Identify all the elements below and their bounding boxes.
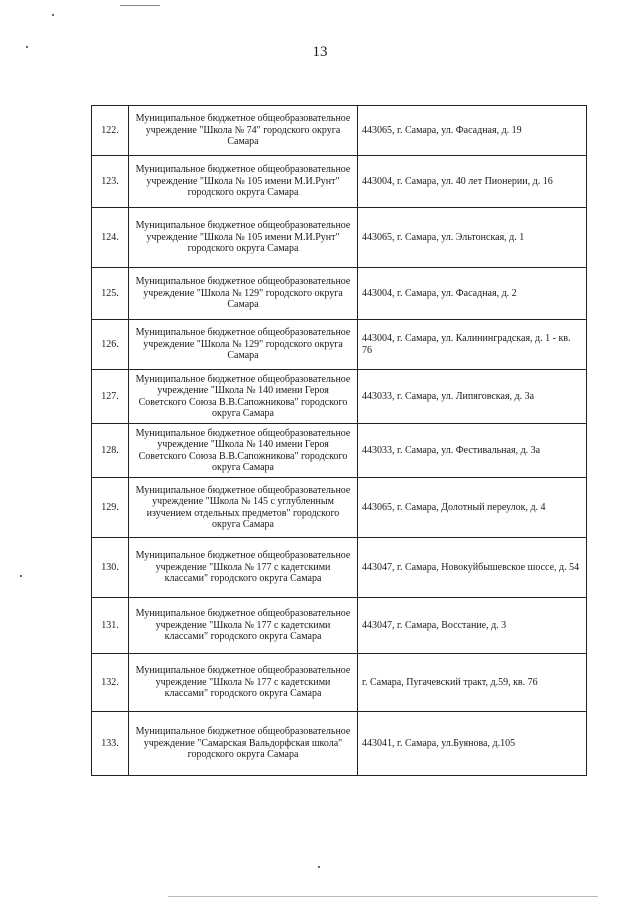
row-number: 125. bbox=[92, 268, 129, 320]
row-number: 130. bbox=[92, 538, 129, 598]
institution-name: Муниципальное бюджетное общеобразовательное учреждение "Школа № 129" городского округа Самара bbox=[129, 268, 358, 320]
registry-table bbox=[91, 105, 587, 776]
row-number: 133. bbox=[92, 712, 129, 776]
table-row bbox=[92, 538, 587, 598]
scan-dot bbox=[318, 866, 320, 868]
row-number: 123. bbox=[92, 156, 129, 208]
institution-name: Муниципальное бюджетное общеобразовательное учреждение "Школа № 129" городского округа Самара bbox=[129, 320, 358, 370]
table-row bbox=[92, 478, 587, 538]
institution-name: Муниципальное бюджетное общеобразовательное учреждение "Школа № 177 с кадетскими классами" городского округа Самара bbox=[129, 654, 358, 712]
institution-address: 443065, г. Самара, ул. Фасадная, д. 19 bbox=[358, 106, 587, 156]
institution-name: Муниципальное бюджетное общеобразовательное учреждение "Школа № 105 имени М.И.Рунт" городского округа Самара bbox=[129, 208, 358, 268]
institution-address: 443041, г. Самара, ул.Буянова, д.105 bbox=[358, 712, 587, 776]
institution-name: Муниципальное бюджетное общеобразовательное учреждение "Школа № 177 с кадетскими классами" городского округа Самара bbox=[129, 538, 358, 598]
table-row bbox=[92, 320, 587, 370]
institution-address: 443004, г. Самара, ул. 40 лет Пионерии, д. 16 bbox=[358, 156, 587, 208]
institution-name: Муниципальное бюджетное общеобразовательное учреждение "Школа № 74" городского округа Самара bbox=[129, 106, 358, 156]
institution-name: Муниципальное бюджетное общеобразовательное учреждение "Школа № 145 с углубленным изучением отдельных предметов" городского округа Самара bbox=[129, 478, 358, 538]
institution-name: Муниципальное бюджетное общеобразовательное учреждение "Самарская Вальдорфская школа" городского округа Самара bbox=[129, 712, 358, 776]
table-row bbox=[92, 712, 587, 776]
row-number: 122. bbox=[92, 106, 129, 156]
row-number: 131. bbox=[92, 598, 129, 654]
institution-address: 443047, г. Самара, Новокуйбышевское шоссе, д. 54 bbox=[358, 538, 587, 598]
table-row bbox=[92, 268, 587, 320]
institution-name: Муниципальное бюджетное общеобразовательное учреждение "Школа № 140 имени Героя Советского Союза В.В.Сапожникова" городского округа Самара bbox=[129, 370, 358, 424]
institution-address: 443004, г. Самара, ул. Калининградская, д. 1 - кв. 76 bbox=[358, 320, 587, 370]
row-number: 129. bbox=[92, 478, 129, 538]
row-number: 127. bbox=[92, 370, 129, 424]
scan-dot bbox=[20, 575, 22, 577]
table-row bbox=[92, 654, 587, 712]
institution-address: 443065, г. Самара, ул. Эльтонская, д. 1 bbox=[358, 208, 587, 268]
institution-address: 443004, г. Самара, ул. Фасадная, д. 2 bbox=[358, 268, 587, 320]
institution-address: 443065, г. Самара, Долотный переулок, д. 4 bbox=[358, 478, 587, 538]
registry-table-body bbox=[92, 106, 587, 776]
row-number: 128. bbox=[92, 424, 129, 478]
table-row bbox=[92, 106, 587, 156]
row-number: 132. bbox=[92, 654, 129, 712]
institution-address: 443033, г. Самара, ул. Липяговская, д. 3а bbox=[358, 370, 587, 424]
table-row bbox=[92, 208, 587, 268]
institution-address: г. Самара, Пугачевский тракт, д.59, кв. 76 bbox=[358, 654, 587, 712]
institution-name: Муниципальное бюджетное общеобразовательное учреждение "Школа № 177 с кадетскими классами" городского округа Самара bbox=[129, 598, 358, 654]
table-row bbox=[92, 598, 587, 654]
institution-name: Муниципальное бюджетное общеобразовательное учреждение "Школа № 105 имени М.И.Рунт" городского округа Самара bbox=[129, 156, 358, 208]
page-number: 13 bbox=[312, 44, 328, 60]
institution-address: 443033, г. Самара, ул. Фестивальная, д. 3а bbox=[358, 424, 587, 478]
scan-line-top bbox=[120, 5, 160, 6]
institution-address: 443047, г. Самара, Восстание, д. 3 bbox=[358, 598, 587, 654]
row-number: 124. bbox=[92, 208, 129, 268]
scan-dot bbox=[52, 14, 54, 16]
institution-name: Муниципальное бюджетное общеобразовательное учреждение "Школа № 140 имени Героя Советского Союза В.В.Сапожникова" городского округа Самара bbox=[129, 424, 358, 478]
table-row bbox=[92, 156, 587, 208]
row-number: 126. bbox=[92, 320, 129, 370]
table-row bbox=[92, 424, 587, 478]
scan-line-bottom bbox=[168, 896, 598, 897]
table-row bbox=[92, 370, 587, 424]
